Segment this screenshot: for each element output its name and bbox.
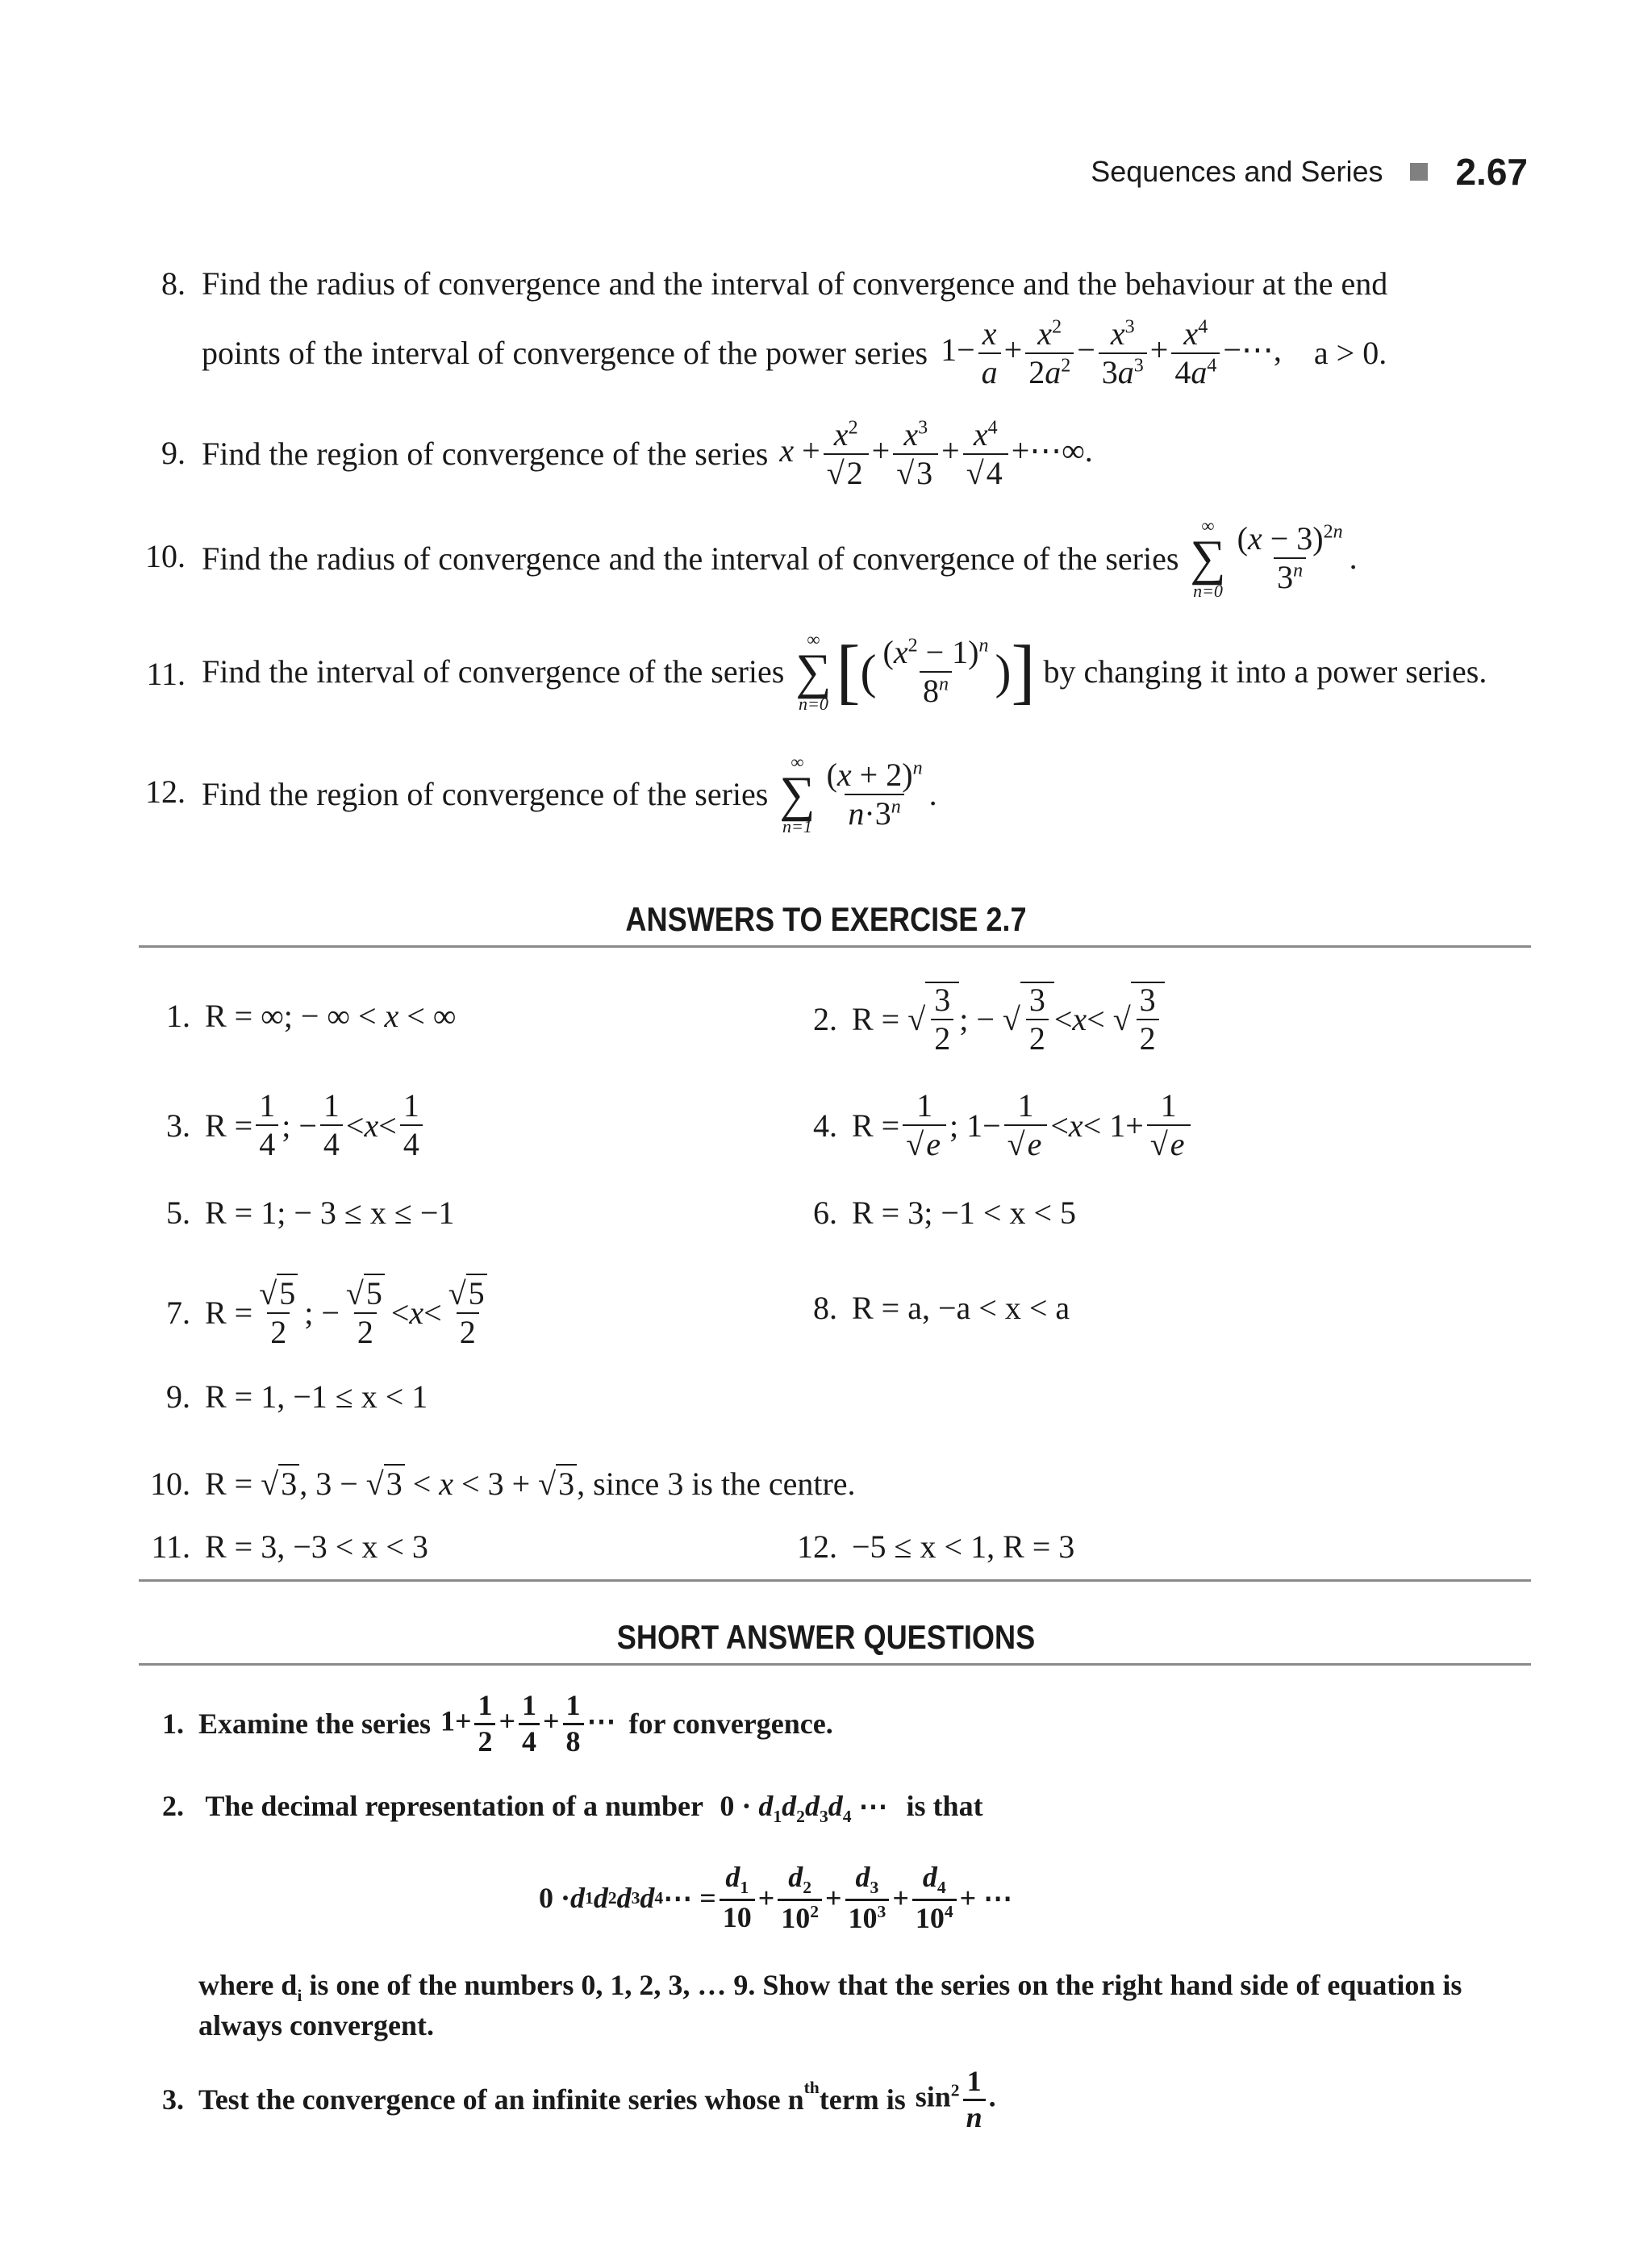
page-number: 2.67 [1455,151,1528,193]
series-formula: ∞ ∑ n=0 [ ( $\frac{(x^2 - 1)^n}{8^n}$ ) ] [795,628,1036,715]
question-text: Find the interval of convergence of the series [202,653,785,690]
answer-text: R = 1, −1 ≤ x < 1 [205,1378,428,1415]
answer-number: 5. [166,1195,190,1231]
answer-number: 8. [813,1290,837,1326]
answer-text: R = 3, −3 < x < 3 [205,1528,428,1565]
question-text-line1: Find the radius of convergence and the interval of convergence and the behaviour at the end [202,265,1388,302]
short-question-2-note [198,1966,1462,2045]
answer-9 [142,1378,428,1416]
question-number: 8. [161,265,186,302]
answer-text: R = a, −a < x < a [852,1290,1070,1326]
answer-8 [789,1289,1070,1327]
question-number: 11. [146,656,186,692]
answer-number: 11. [151,1528,190,1565]
answer-5 [142,1194,454,1232]
question-text-line2: points of the interval of convergence of the power series [202,334,928,371]
answer-text: −5 ≤ x < 1, R = 3 [852,1528,1075,1565]
short-question-3 [142,2055,996,2144]
series-formula: ∞ ∑ n=0 $\frac{(x - 3)^{2n}}{3^n}$ . [1190,515,1358,601]
question-text: Find the region of convergence of the series [202,776,769,812]
answer-4: 4. R = $\frac{1}{√e}$ ; 1− $\frac{1}{√e}$ < x < 1+ $\frac{1}{√e}$ [789,1081,1194,1170]
square-bullet-icon [1410,163,1428,181]
answer-12 [773,1528,1074,1566]
running-head-title: Sequences and Series [1091,155,1383,188]
answers-bottom-rule [139,1579,1531,1582]
answer-number: 6. [813,1195,837,1231]
note-text-start: where d [198,1969,298,2001]
answer-number: 10. [150,1466,190,1502]
answer-number: 9. [166,1378,190,1415]
answer-number: 1. [166,998,190,1034]
short-question-1 [142,1679,833,1768]
short-answer-rule [139,1663,1531,1666]
answer-number: 4. [813,1107,837,1144]
question-text: Find the radius of convergence and the interval of convergence of the series [202,540,1179,577]
answers-top-rule [139,945,1531,948]
answer-3: 3. R = $\frac{1}{4}$ ; − $\frac{1}{4}$ < x < $\frac{1}{4}$ [142,1081,426,1170]
answer-number: 3. [166,1107,190,1144]
question-text-2: term is [819,2083,906,2116]
sin-formula: $\sin^2$ $\frac{1}{n}$ . [915,2064,996,2133]
question-number: 9. [161,435,186,471]
note-text-line1: is one of the numbers 0, 1, 2, 3, … 9. Show that the series on the right hand side of equation is [302,1969,1462,2001]
answer-6 [789,1194,1076,1232]
answer-7: 7. R = $\frac{√5}{2}$ ; − $\frac{√5}{2}$ < x < $\frac{√5}{2}$ [142,1266,494,1359]
short-question-2 [142,1789,983,1827]
answer-number: 7. [166,1295,190,1331]
answer-suffix: , since 3 is the centre. [577,1466,856,1502]
answers-heading: ANSWERS TO EXERCISE 2.7 [625,900,1027,938]
decimal-formula: $0 \cdot d_1d_2d_3d_4$ ⋯ [720,1790,888,1827]
answer-number: 12. [797,1528,837,1565]
power-series-formula: 1− $\frac{x}{a}$ + $\frac{x^2}{2a^2}$ − $\frac{x^3}{3a^3}$ + $\frac{x^4}{4a^4}$ −⋯, [941,315,1282,390]
note-subscript: i [297,1986,302,2006]
series-formula: 1+ $\frac{1}{2}$ + $\frac{1}{4}$ + $\frac{1}{8}$ ⋯ [440,1688,616,1758]
condition-text: a > 0. [1313,334,1387,371]
question-text: Test the convergence of an infinite series whose n [198,2083,804,2116]
question-suffix: for convergence. [628,1708,833,1740]
short-answer-heading: SHORT ANSWER QUESTIONS [616,1618,1036,1656]
note-text-line2: always convergent. [198,2009,434,2042]
answer-text: R = 3; −1 < x < 5 [852,1195,1077,1231]
question-sup: th [803,2078,820,2097]
running-head [1091,144,1528,200]
answer-10: 10. R = √3, 3 − √3 < x < 3 + √3, since 3 is the centre. [126,1465,856,1503]
series-formula: x + $\frac{x^2}{√2}$ + $\frac{x^3}{√3}$ + $\frac{x^4}{√4}$ +⋯∞. [779,416,1093,491]
answer-1: 1. R = ∞; − ∞ < x < ∞ [142,997,456,1035]
display-equation: 0 · d 1 d 2 d 3 d 4 ⋯ = $\frac{d_1}{10}$ + $\frac{d_2}{10^2}$ + $\frac{d_3}{10^3}$ + $\frac{d_4}{10^4}$ + ⋯ [539,1860,1013,1934]
question-suffix: by changing it into a power series. [1043,653,1487,690]
question-number: 3. [162,2083,184,2116]
question-number: 12. [145,774,186,810]
series-formula: ∞ ∑ n=1 $\frac{(x + 2)^n}{n\cdot 3^n}$ . [779,751,937,837]
answer-11 [126,1528,428,1566]
question-text: Find the region of convergence of the series [202,436,769,472]
answer-2: 2. R = √ $\frac{3}{2}$ ; − √ $\frac{3}{2}$ < x < √ $\frac{3}{2}$ [789,974,1165,1063]
answer-number: 2. [813,1000,837,1037]
question-suffix: is that [906,1790,983,1822]
answer-text: R = 1; − 3 ≤ x ≤ −1 [205,1195,455,1231]
question-number: 1. [162,1708,184,1740]
question-text: The decimal representation of a number [205,1790,703,1822]
question-number: 2. [162,1790,184,1822]
question-number: 10. [145,538,186,574]
question-text: Examine the series [198,1708,431,1740]
